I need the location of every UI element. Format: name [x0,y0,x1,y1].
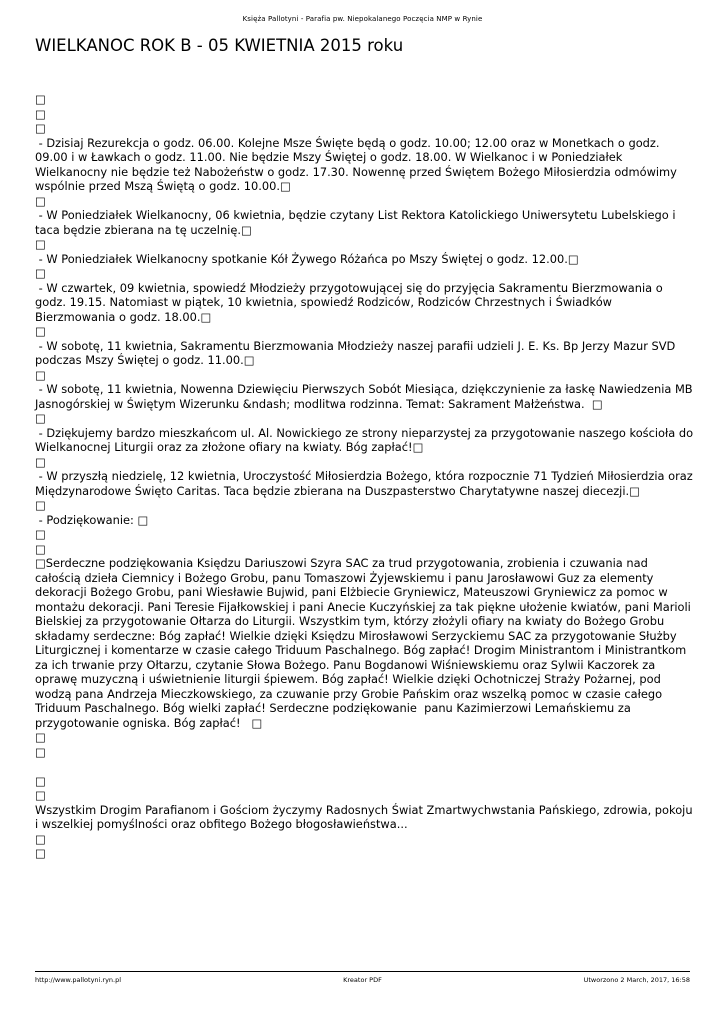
placeholder-box [35,745,695,760]
placeholder-box [35,266,695,281]
placeholder-box [35,527,695,542]
wishes-paragraph: Wszystkim Drogim Parafianom i Gościom życzymy Radosnych Świat Zmartwychwstania Pańskiego, zdrowia, pokoju i wszelkiej pomyślności oraz obfitego Bożego błogosławieństwa... [35,802,697,831]
announcement-paragraph: - W Poniedziałek Wielkanocny, 06 kwietnia, będzie czytany List Rektora Katolickiego Uniwersytetu Lubelskiego i taca będzie zbierana na tę uczelnię.□ [35,208,695,237]
footer-generator: Kreator PDF [343,976,382,984]
announcement-paragraph: - Dzisiaj Rezurekcja o godz. 06.00. Kolejne Msze Święte będą o godz. 10.00; 12.00 oraz w Monetkach o godz. 09.00 i w Ławkach o godz. 11.00. Nie będzie Mszy Świętej o godz. 18.00. W Wielkanoc i w Poniedziałek Wielkanocny nie będzie też Nabożeństw o godz. 17.30. Nowennę przed Świętem Bożego Miłosierdzia odmówimy wspólnie przed Mszą Świętą o godz. 10.00.□ [35,136,695,194]
placeholder-box [244,353,255,367]
placeholder-box [35,788,695,803]
placeholder-box [35,730,695,745]
document-body [35,92,695,861]
placeholder-box [35,324,695,339]
placeholder-box [629,484,640,498]
placeholder-box [35,194,695,209]
placeholder-box [35,832,695,847]
header-site-title: Księża Pallotyni - Parafia pw. Niepokalanego Poczęcia NMP w Rynie [242,15,483,23]
announcement-paragraph: - W sobotę, 11 kwietnia, Sakramentu Bierzmowania Młodzieży naszej parafii udzieli J. E. Ks. Bp Jerzy Mazur SVD podczas Mszy Świętej o godz. 11.00.□ [35,339,695,368]
placeholder-box [413,440,424,454]
placeholder-box [35,846,695,861]
announcement-paragraph: - W czwartek, 09 kwietnia, spowiedź Młodzieży przygotowującej się do przyjęcia Sakramentu Bierzmowania o godz. 19.15. Natomiast w piątek, 10 kwietnia, spowiedź Rodziców, Rodziców Chrzestnych i Świadków Bierzmowania o godz. 18.00.□ [35,281,695,325]
placeholder-box [35,92,695,107]
placeholder-box [35,121,695,136]
placeholder-box [35,556,46,570]
announcement-paragraph: - W Poniedziałek Wielkanocny spotkanie Kół Żywego Różańca po Mszy Świętej o godz. 12.00.□ [35,252,695,267]
empty-line [35,759,695,774]
footer-divider [35,971,690,972]
placeholder-box [35,237,695,252]
placeholder-box [35,107,695,122]
placeholder-box [35,368,695,383]
footer-url: http://www.pallotyni.ryn.pl [35,976,122,984]
placeholder-box [592,397,603,411]
announcement-paragraph: - Podziękowanie: □ [35,513,695,528]
announcement-paragraph: - Dziękujemy bardzo mieszkańcom ul. Al. Nowickiego ze strony nieparzystej za przygotowanie naszego kościoła do Wielkanocnej Liturgii oraz za złożone ofiary na kwiaty. Bóg zapłać!□ [35,426,695,455]
placeholder-box [35,455,695,470]
placeholder-box [137,513,148,527]
placeholder-box [280,179,291,193]
announcement-paragraph: - W sobotę, 11 kwietnia, Nowenna Dziewięciu Pierwszych Sobót Miesiąca, dziękczynienie za łaskę Nawiedzenia MB Jasnogórskiej w Świętym Wizerunku &ndash; modlitwa rodzinna. Temat: Sakrament Małżeństwa. □ [35,382,695,411]
page-title: WIELKANOC ROK B - 05 KWIETNIA 2015 roku [35,36,404,55]
placeholder-box [35,498,695,513]
placeholder-box [200,310,211,324]
placeholder-box [35,774,695,789]
footer-created-date: Utworzono 2 March, 2017, 16:58 [583,976,690,984]
placeholder-box [35,542,695,557]
thanks-paragraph: □ Serdeczne podziękowania Księdzu Dariuszowi Szyra SAC za trud przygotowania, zrobienia i czuwania nad całością dzieła Ciemnicy i Bożego Grobu, panu Tomaszowi Żyjewskiemu i panu Jarosławowi Guz za elementy dekoracji Bożego Grobu, pani Wiesławie Bujwid, pani Elżbiecie Gryniewicz, Mateuszowi Gryniewicz za pomoc w montażu dekoracji. Pani Teresie Fijałkowskiej i pani Anecie Kuczyńskiej za tak piękne ułożenie kwiatów, pani Marioli Bielskiej za przygotowanie Ołtarza do Liturgii. Wszystkim tym, którzy złożyli ofiary na kwiaty do Bożego Grobu składamy serdeczne: Bóg zapłać! Wielkie dzięki Księdzu Mirosławowi Serzyckiemu SAC za przygotowanie Służby Liturgicznej i komentarze w czasie całego Triduum Paschalnego. Bóg zapłać! Drogim Ministrantom i Ministrantkom za ich trwanie przy Ołtarzu, czytanie Słowa Bożego. Panu Bogdanowi Wiśniewskiemu oraz Sylwii Kaczorek za oprawę muzyczną i uświetnienie liturgii śpiewem. Bóg zapłać! Wielkie dzięki Ochotniczej Straży Pożarnej, pod wodzą pana Andrzeja Mieczkowskiego, za czuwanie przy Grobie Pańskim oraz wszelką pomoc w czasie całego Triduum Paschalnego. Bóg wielki zapłać! Serdeczne podziękowanie panu Kazimierzowi Lemańskiemu za przygotowanie ogniska. Bóg zapłać! □ [35,556,695,730]
placeholder-box [241,223,252,237]
placeholder-box [35,411,695,426]
placeholder-box [568,252,579,266]
announcement-paragraph: - W przyszłą niedzielę, 12 kwietnia, Uroczystość Miłosierdzia Bożego, która rozpocznie 71 Tydzień Miłosierdzia oraz Międzynarodowe Święto Caritas. Taca będzie zbierana na Duszpasterstwo Charytatywne naszej diecezji.□ [35,469,695,498]
placeholder-box [251,716,262,730]
